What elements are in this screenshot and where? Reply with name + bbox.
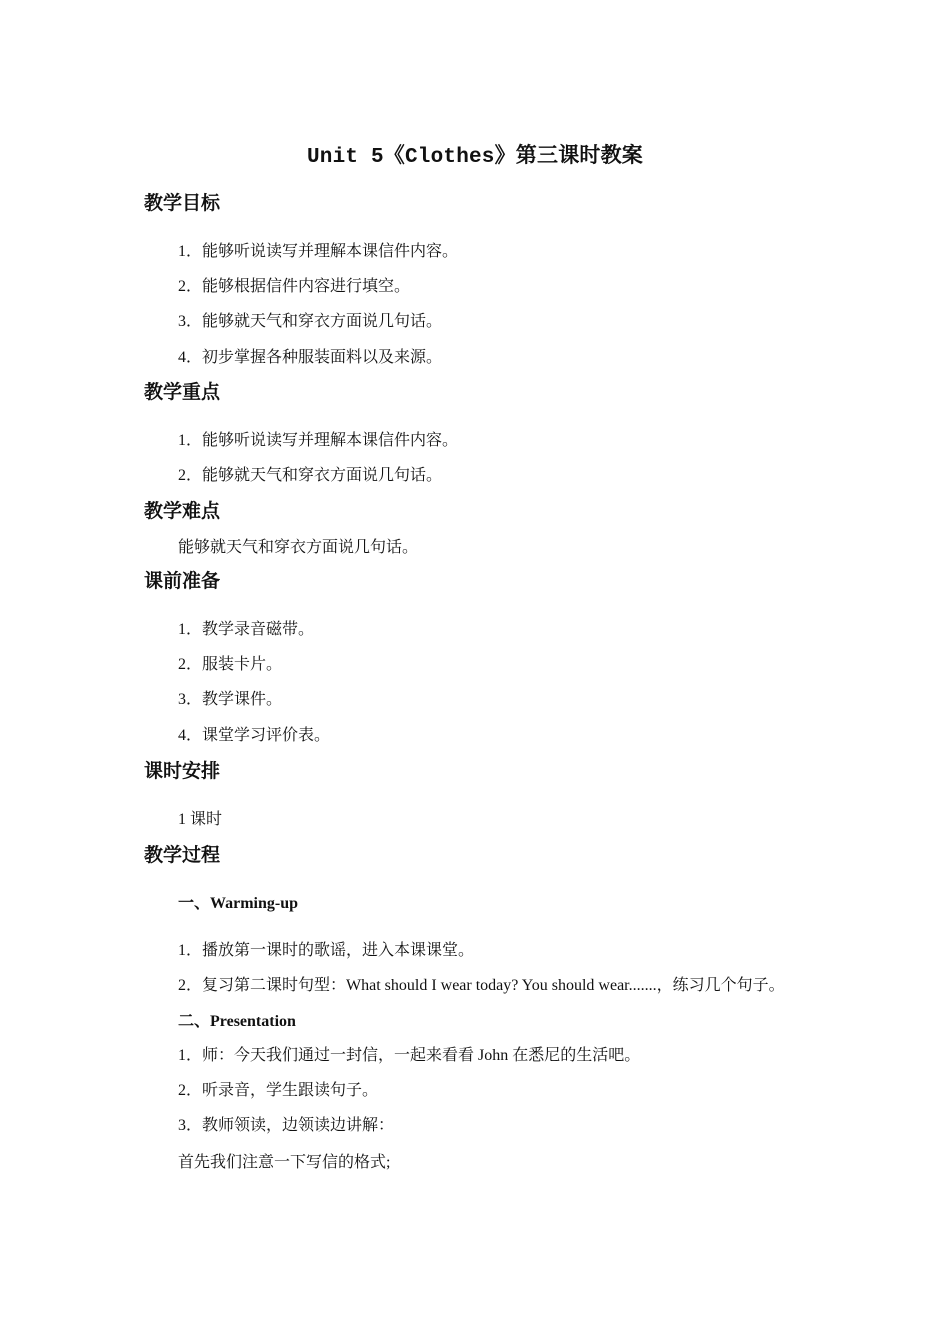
goal-item-4: 4．初步掌握各种服装面料以及来源。 xyxy=(178,349,443,366)
key-point-item-1: 1．能够听说读写并理解本课信件内容。 xyxy=(178,432,459,449)
presentation-item-2: 2．听录音，学生跟读句子。 xyxy=(178,1082,379,1099)
section-heading-schedule: 课时安排 xyxy=(144,761,221,782)
goal-item-1: 1．能够听说读写并理解本课信件内容。 xyxy=(178,243,459,260)
presentation-title: 二、Presentation xyxy=(178,1013,296,1030)
preparation-item-2: 2．服装卡片。 xyxy=(178,656,283,673)
presentation-note: 首先我们注意一下写信的格式; xyxy=(178,1154,391,1171)
warmup-title: 一、Warming-up xyxy=(178,895,299,912)
section-heading-difficulties: 教学难点 xyxy=(144,501,221,522)
warmup-item-2: 2．复习第二课时句型：What should I wear today? You should wear.......，练习几个句子。 xyxy=(178,977,785,994)
section-heading-process: 教学过程 xyxy=(144,845,221,866)
preparation-item-3: 3．教学课件。 xyxy=(178,691,283,708)
presentation-item-1: 1．师：今天我们通过一封信，一起来看看 John 在悉尼的生活吧。 xyxy=(178,1047,641,1064)
page-title: Unit 5《Clothes》第三课时教案 xyxy=(306,146,644,169)
warmup-item-1: 1．播放第一课时的歌谣，进入本课课堂。 xyxy=(178,942,475,959)
preparation-item-1: 1．教学录音磁带。 xyxy=(178,621,315,638)
key-point-item-2: 2．能够就天气和穿衣方面说几句话。 xyxy=(178,467,443,484)
difficulties-text: 能够就天气和穿衣方面说几句话。 xyxy=(178,539,419,556)
goal-item-2: 2．能够根据信件内容进行填空。 xyxy=(178,278,411,295)
section-heading-key-points: 教学重点 xyxy=(144,382,221,403)
preparation-item-4: 4．课堂学习评价表。 xyxy=(178,727,331,744)
schedule-text: 1 课时 xyxy=(178,811,223,828)
section-heading-goals: 教学目标 xyxy=(144,193,221,214)
section-heading-preparation: 课前准备 xyxy=(144,571,221,592)
presentation-item-3: 3．教师领读，边领读边讲解： xyxy=(178,1117,395,1134)
goal-item-3: 3．能够就天气和穿衣方面说几句话。 xyxy=(178,313,443,330)
